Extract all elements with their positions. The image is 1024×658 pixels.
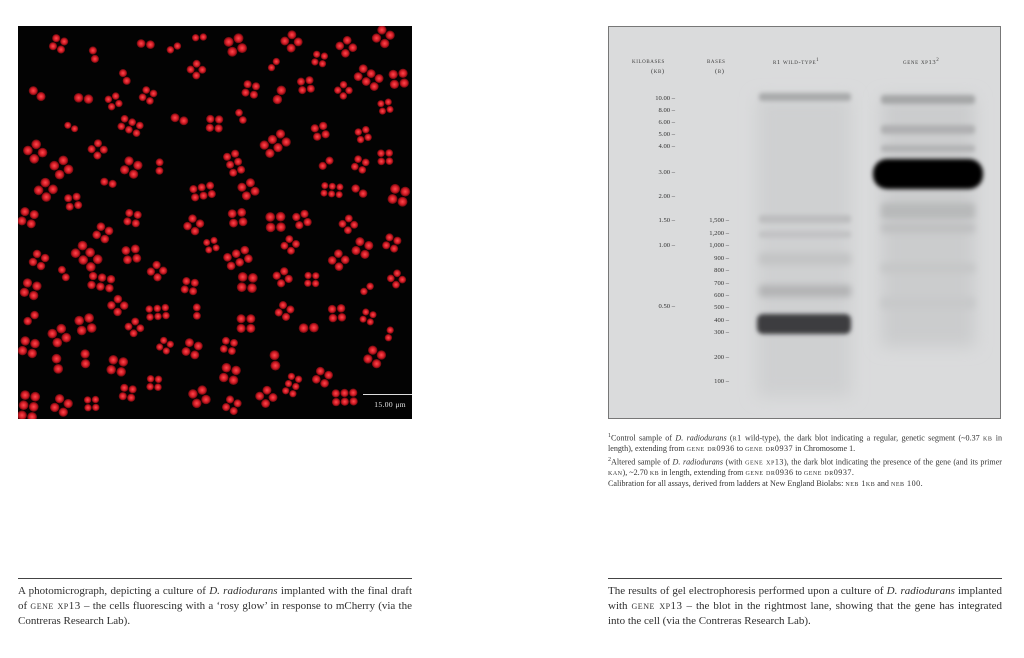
cell-tetrad [119,69,131,85]
cell-tetrad [320,182,343,198]
caption-rule-left [18,578,412,579]
cell-tetrad [273,86,287,105]
cell-tetrad [49,156,73,180]
footnote-2: $^2$Altered sample of D. radiodurans (with gene xp13), the dark blot indicating the presence of the gene (and its primer kan), ~2.70 kb in length, extending from gene dr0936 to gene dr0937. [608,456,1002,478]
lane-1-smear [757,97,851,397]
cell-tetrad [270,350,281,370]
cell-tetrad [155,158,163,175]
band [881,125,975,134]
kb-tick-label: 2.00 – [658,193,675,200]
cell-tetrad [237,272,258,293]
cell-tetrad [328,304,346,322]
band [881,297,975,309]
cell-tetrad [255,386,277,408]
fluorescence-micrograph [18,26,412,419]
caption-left: A photomicrograph, depicting a culture of D. radiodurans implanted with the final draft of gene xp13 – the cells fluorescing with a ‘rosy glow’ in response to mCherry (via the Contreras Research Lab). [18,585,413,627]
cell-tetrad [58,266,70,282]
cell-tetrad [360,308,377,325]
cell-tetrad [64,193,82,211]
cell-tetrad [192,33,207,41]
cell-tetrad [388,184,411,207]
cell-tetrad [92,222,113,243]
cell-tetrad [237,178,259,200]
cell-tetrad [235,109,247,124]
cell-tetrad [23,139,47,163]
cell-tetrad [389,69,409,89]
cell-tetrad [52,354,64,374]
caption-right: The results of gel electrophoresis performed upon a culture of D. radiodurans implanted with gene xp13 – the blot in the rightmost lane, showing that the gene has integrated into the cell (via the Contreras Research Lab). [608,585,1003,627]
cell-tetrad [223,246,253,271]
band [759,285,851,297]
cell-tetrad [268,58,280,72]
cell-tetrad [74,93,93,104]
cell-tetrad [119,384,137,402]
cell-tetrad [34,178,58,202]
cell-tetrad [145,304,169,321]
cell-tetrad [219,363,241,385]
cell-tetrad [107,295,128,316]
cell-tetrad [64,122,78,133]
cell-tetrad [74,313,96,335]
cell-tetrad [334,81,353,100]
cell-tetrad [282,373,302,398]
cell-tetrad [167,42,182,53]
cell-tetrad [237,314,256,333]
cell-tetrad [311,51,328,68]
bp-tick-label: 700 – [714,280,729,287]
cell-tetrad [156,337,174,355]
bp-tick-label: 800 – [714,267,729,274]
cell-tetrad [29,250,50,271]
lane-2-smear [881,97,975,347]
bp-tick-label: 1,000 – [709,242,729,249]
cell-tetrad [385,326,394,341]
kb-tick-label: 3.00 – [658,169,675,176]
band [881,263,975,273]
cell-tetrad [382,233,401,252]
cell-tetrad [84,396,100,412]
cell-tetrad [312,367,333,388]
cell-tetrad [123,209,141,228]
kb-tick-label: 6.00 – [658,119,675,126]
cell-tetrad [100,178,116,188]
cell-tetrad [265,212,286,233]
cell-tetrad [363,346,386,369]
cell-tetrad [137,39,155,49]
cell-tetrad [87,272,115,293]
cell-tetrad [187,60,207,80]
cell-tetrad [88,139,108,159]
band [881,95,975,104]
cell-tetrad [224,33,247,56]
cell-tetrad [304,272,319,287]
band [881,145,975,152]
cell-tetrad [351,155,370,174]
lane-2-header: gene $xp13^2$ [903,58,940,67]
cell-tetrad [280,30,302,52]
bp-tick-label: 900 – [714,255,729,262]
dark-band-lane-2 [873,159,983,189]
cell-tetrad [332,389,358,407]
bases-header: bases [707,58,726,65]
bp-tick-label: 1,200 – [709,230,729,237]
lane-1-header: r1 wild-type$^1$ [773,58,820,67]
scale-bar [363,394,412,419]
kb-tick-label: 0.50 – [658,303,675,310]
cell-tetrad [355,126,372,144]
band [759,253,851,265]
bp-tick-label: 500 – [714,304,729,311]
cell-tetrad [292,210,312,230]
cell-tetrad [171,113,189,125]
cell-tetrad [328,249,350,271]
cell-tetrad [275,301,295,321]
cell-tetrad [117,115,143,137]
cell-tetrad [297,76,315,94]
cell-tetrad [121,244,141,264]
caption-rule-right [608,578,1002,579]
band [881,223,975,233]
b-unit: (b) [715,68,725,75]
cell-tetrad [193,303,201,319]
cell-tetrad [354,64,384,91]
band [759,231,851,238]
cell-tetrad [377,149,393,165]
kb-tick-label: 5.00 – [658,131,675,138]
cell-tetrad [372,26,395,48]
cell-tetrad [18,207,39,228]
cell-tetrad [146,375,162,391]
footnote-1: $^1$Control sample of D. radiodurans (r1 wild-type), the dark blot indicating a regular, genetic segment (~0.37 kb in length), extending from gene dr0936 to gene dr0937 in Chromosome 1. [608,433,1003,454]
kb-tick-label: 10.00 – [655,95,675,102]
bp-tick-label: 1,500 – [709,217,729,224]
cell-tetrad [18,390,40,419]
cell-tetrad [387,269,406,288]
cell-tetrad [47,324,71,348]
bp-tick-label: 200 – [714,354,729,361]
cell-tetrad [147,261,168,282]
cell-tetrad [260,129,291,158]
cell-tetrad [299,323,319,333]
cell-tetrad [183,214,204,235]
cell-tetrad [241,80,260,99]
cell-tetrad [311,122,330,141]
band [881,203,975,219]
cell-tetrad [280,235,300,255]
bp-tick-label: 100 – [714,378,729,385]
cell-tetrad [273,267,293,287]
cell-tetrad [203,237,220,254]
kb-tick-label: 4.00 – [658,143,675,150]
cell-tetrad [220,337,238,355]
band [759,93,851,101]
bp-tick-label: 400 – [714,317,729,324]
cell-tetrad [222,395,242,415]
cell-tetrad [105,92,123,110]
scale-label: 15.00 μm [374,400,406,409]
cell-tetrad [120,156,143,179]
cell-tetrad [351,184,367,198]
cell-tetrad [223,150,245,177]
cell-tetrad [80,349,90,368]
bp-tick-label: 300 – [714,329,729,336]
cell-tetrad [319,157,334,170]
dark-band-lane-1 [757,314,851,334]
gel-electrophoresis-image [608,26,1001,419]
cell-tetrad [228,208,248,228]
cell-tetrad [23,311,39,326]
cell-tetrad [89,46,99,63]
kb-tick-label: 1.50 – [658,217,675,224]
cell-tetrad [181,277,199,295]
cell-tetrad [206,115,224,133]
cell-tetrad [360,283,374,296]
cell-tetrad [20,278,42,300]
cell-tetrad [50,394,73,417]
cell-tetrad [188,385,211,408]
footnote-3: Calibration for all assays, derived from ladders at New England Biolabs: neb 1kb and neb 100. [608,478,923,488]
gel-footnote [608,431,1002,489]
cell-clusters [18,26,412,419]
cell-tetrad [49,34,68,54]
kb-tick-label: 8.00 – [658,107,675,114]
kb-tick-label: 1.00 – [658,242,675,249]
cell-tetrad [339,215,359,235]
cell-tetrad [351,237,373,259]
cell-tetrad [189,182,216,202]
cell-tetrad [18,336,40,358]
kb-unit: (kb) [651,68,665,75]
bp-tick-label: 600 – [714,292,729,299]
cell-tetrad [377,98,393,114]
band [759,215,851,223]
kilobases-header: kilobases [632,58,665,65]
cell-tetrad [71,241,103,272]
cell-tetrad [29,86,46,101]
cell-tetrad [139,86,158,105]
cell-tetrad [125,318,145,338]
cell-tetrad [106,355,128,377]
cell-tetrad [182,338,203,359]
cell-tetrad [335,36,357,58]
